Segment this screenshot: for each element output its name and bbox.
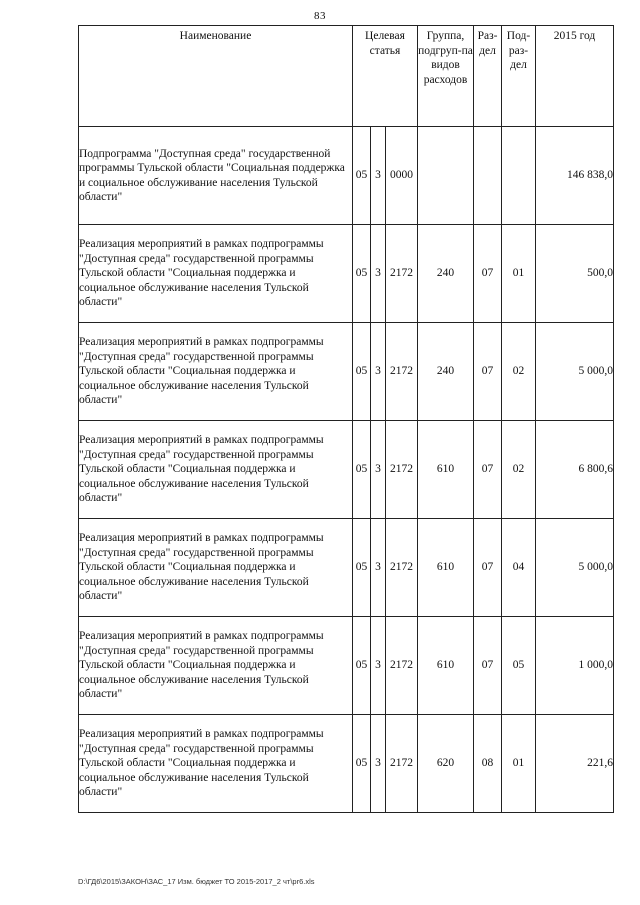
row-group: 240 <box>418 323 474 421</box>
row-name: Реализация мероприятий в рамках подпрограммы "Доступная среда" государственной программы Тульской области "Социальная поддержка и социальное обслуживание населения Тульской области" <box>79 323 353 421</box>
row-name: Реализация мероприятий в рамках подпрограммы "Доступная среда" государственной программы Тульской области "Социальная поддержка и социальное обслуживание населения Тульской области" <box>79 617 353 715</box>
row-amount: 6 800,6 <box>536 421 614 519</box>
row-amount: 500,0 <box>536 225 614 323</box>
table-row <box>79 323 614 421</box>
row-code-a: 05 <box>353 519 371 617</box>
row-podrazdel: 04 <box>502 519 536 617</box>
row-code-a: 05 <box>353 715 371 813</box>
row-amount: 221,6 <box>536 715 614 813</box>
header-razdel: Раз-дел <box>474 26 502 127</box>
row-razdel <box>474 127 502 225</box>
row-amount: 5 000,0 <box>536 323 614 421</box>
header-target-article: Целевая статья <box>353 26 418 127</box>
table-row <box>79 225 614 323</box>
row-razdel: 08 <box>474 715 502 813</box>
row-razdel: 07 <box>474 323 502 421</box>
row-code-a: 05 <box>353 421 371 519</box>
row-amount: 1 000,0 <box>536 617 614 715</box>
row-group: 610 <box>418 519 474 617</box>
row-code-b: 3 <box>371 421 386 519</box>
row-code-b: 3 <box>371 519 386 617</box>
budget-table <box>78 25 614 813</box>
row-name: Реализация мероприятий в рамках подпрограммы "Доступная среда" государственной программы Тульской области "Социальная поддержка и социальное обслуживание населения Тульской области" <box>79 519 353 617</box>
row-podrazdel: 02 <box>502 323 536 421</box>
row-name: Реализация мероприятий в рамках подпрограммы "Доступная среда" государственной программы Тульской области "Социальная поддержка и социальное обслуживание населения Тульской области" <box>79 715 353 813</box>
table-row <box>79 617 614 715</box>
row-code-c: 2172 <box>386 225 418 323</box>
table-row <box>79 127 614 225</box>
row-podrazdel: 05 <box>502 617 536 715</box>
row-razdel: 07 <box>474 225 502 323</box>
row-podrazdel: 01 <box>502 225 536 323</box>
row-code-b: 3 <box>371 617 386 715</box>
row-code-c: 2172 <box>386 519 418 617</box>
row-group: 610 <box>418 617 474 715</box>
row-podrazdel <box>502 127 536 225</box>
row-code-b: 3 <box>371 715 386 813</box>
header-podrazdel: Под-раз-дел <box>502 26 536 127</box>
page-number: 83 <box>314 10 326 22</box>
row-name: Реализация мероприятий в рамках подпрограммы "Доступная среда" государственной программы Тульской области "Социальная поддержка и социальное обслуживание населения Тульской области" <box>79 225 353 323</box>
row-razdel: 07 <box>474 519 502 617</box>
row-razdel: 07 <box>474 617 502 715</box>
row-code-b: 3 <box>371 127 386 225</box>
header-group: Группа, подгруп-па видов расходов <box>418 26 474 127</box>
table-row <box>79 715 614 813</box>
table-header-row <box>79 26 614 127</box>
row-group: 240 <box>418 225 474 323</box>
row-code-c: 2172 <box>386 715 418 813</box>
row-group: 610 <box>418 421 474 519</box>
header-year: 2015 год <box>536 26 614 127</box>
row-name: Подпрограмма "Доступная среда" государственной программы Тульской области "Социальная поддержка и социальное обслуживание населения Тульской области" <box>79 127 353 225</box>
row-code-c: 2172 <box>386 323 418 421</box>
row-code-c: 2172 <box>386 617 418 715</box>
row-code-c: 0000 <box>386 127 418 225</box>
row-code-a: 05 <box>353 617 371 715</box>
row-code-a: 05 <box>353 323 371 421</box>
row-code-b: 3 <box>371 323 386 421</box>
footer-file-path: D:\ГД6\2015\ЗАКОН\ЗАС_17 Изм. бюджет ТО 2015-2017_2 чт\pr6.xls <box>78 877 315 886</box>
row-amount: 5 000,0 <box>536 519 614 617</box>
header-name: Наименование <box>79 26 353 127</box>
row-podrazdel: 02 <box>502 421 536 519</box>
row-amount: 146 838,0 <box>536 127 614 225</box>
table-row <box>79 421 614 519</box>
row-group <box>418 127 474 225</box>
row-code-b: 3 <box>371 225 386 323</box>
row-razdel: 07 <box>474 421 502 519</box>
table-row <box>79 519 614 617</box>
row-podrazdel: 01 <box>502 715 536 813</box>
row-code-a: 05 <box>353 127 371 225</box>
row-code-c: 2172 <box>386 421 418 519</box>
row-code-a: 05 <box>353 225 371 323</box>
row-name: Реализация мероприятий в рамках подпрограммы "Доступная среда" государственной программы Тульской области "Социальная поддержка и социальное обслуживание населения Тульской области" <box>79 421 353 519</box>
row-group: 620 <box>418 715 474 813</box>
